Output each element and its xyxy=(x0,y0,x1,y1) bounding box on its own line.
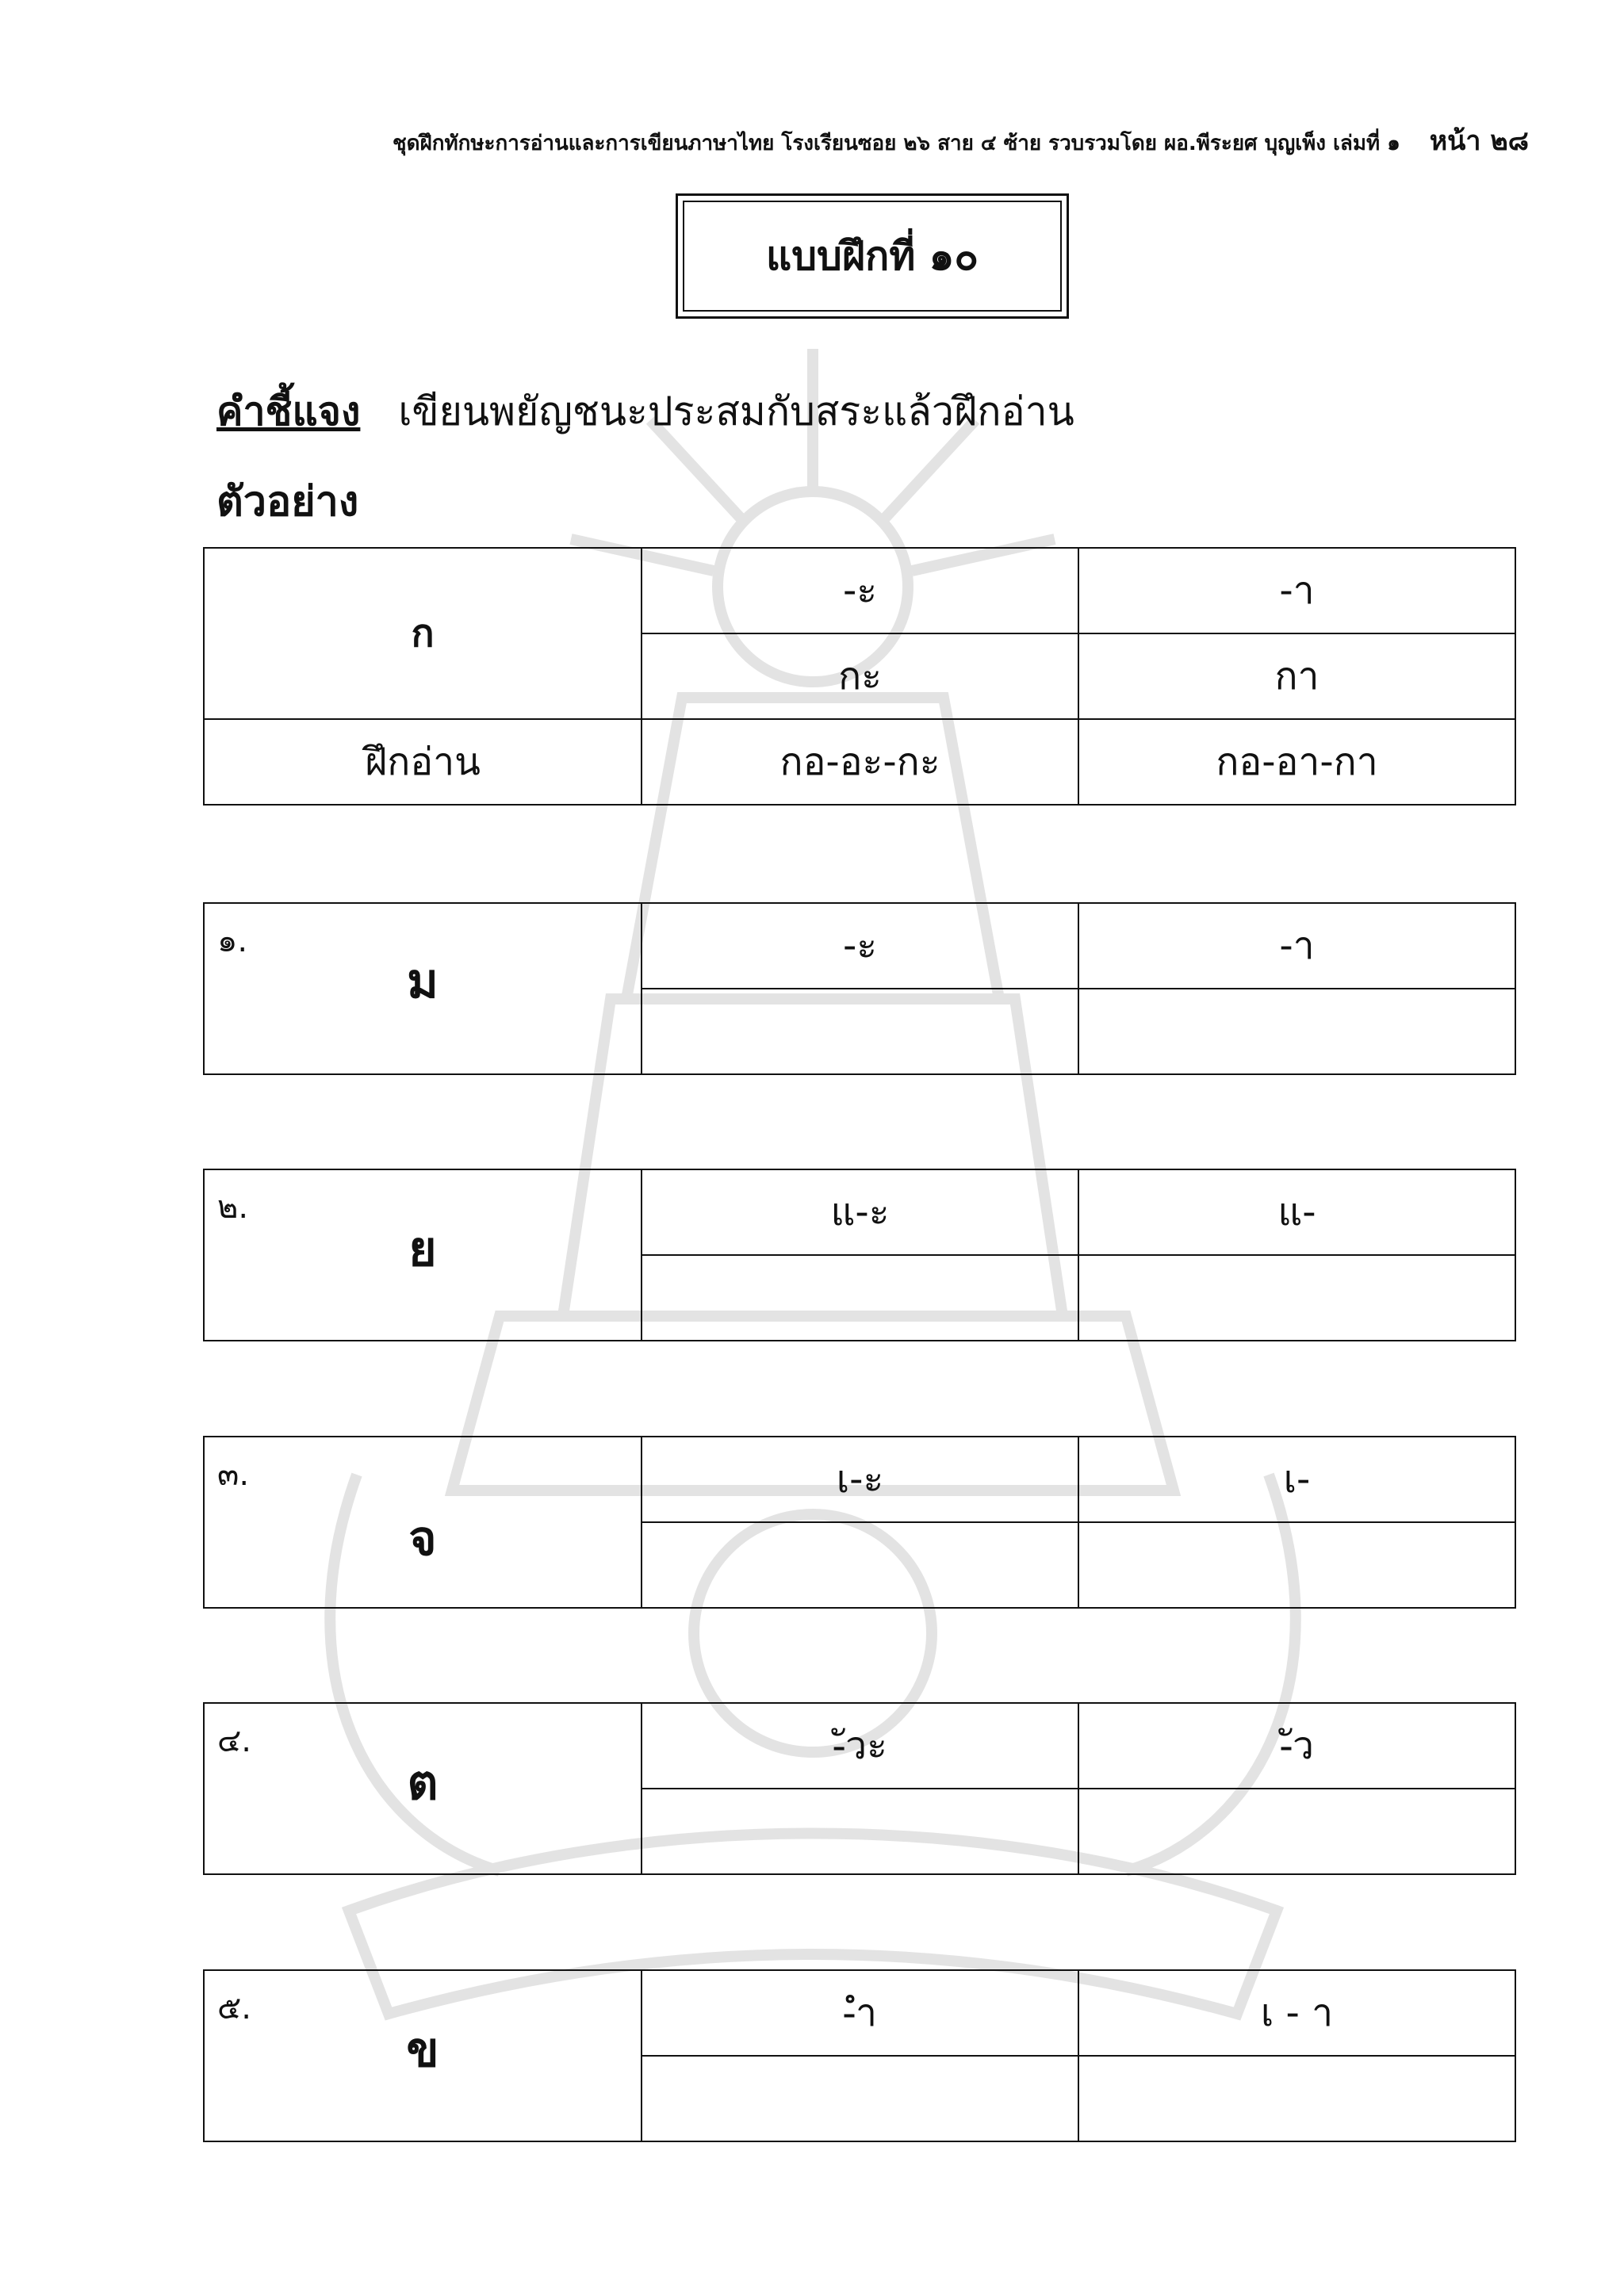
header-text: ชุดฝึกทักษะการอ่านและการเขียนภาษาไทย โรงเรียนซอย ๒๖ สาย ๔ ซ้าย รวบรวมโดย ผอ.พีระยศ บุญเพ็ง เล่มที่ ๑ xyxy=(392,132,1400,155)
exercise-vowel-1: แ-ะ xyxy=(642,1169,1078,1255)
instruction-line xyxy=(216,381,1074,443)
exercise-consonant-cell xyxy=(204,1437,642,1608)
page-header xyxy=(0,119,1529,162)
answer-blank-2[interactable] xyxy=(1078,2056,1515,2141)
page-number: หน้า ๒๘ xyxy=(1429,125,1529,157)
exercise-table-2 xyxy=(203,1169,1516,1341)
answer-blank-1[interactable] xyxy=(642,989,1078,1074)
exercise-title-box xyxy=(676,193,1069,319)
exercise-table-5 xyxy=(203,1969,1516,2142)
answer-blank-2[interactable] xyxy=(1078,1522,1515,1608)
practice-reading-2: กอ-อา-กา xyxy=(1078,719,1515,805)
exercise-table-3 xyxy=(203,1436,1516,1609)
exercise-consonant: ข xyxy=(406,2022,439,2078)
answer-blank-2[interactable] xyxy=(1078,989,1515,1074)
exercise-vowel-1: -ะ xyxy=(642,903,1078,989)
exercise-vowel-1: เ-ะ xyxy=(642,1437,1078,1522)
exercise-title: แบบฝึกที่ ๑๐ xyxy=(683,201,1062,312)
exercise-consonant-cell xyxy=(204,1703,642,1874)
exercise-vowel-2: เ- xyxy=(1078,1437,1515,1522)
exercise-consonant: ม xyxy=(407,954,439,1009)
example-vowel-2: -า xyxy=(1078,548,1515,633)
practice-label: ฝึกอ่าน xyxy=(204,719,642,805)
example-word-1: กะ xyxy=(642,633,1078,719)
instruction-text: เขียนพยัญชนะประสมกับสระแล้วฝึกอ่าน xyxy=(398,388,1074,434)
exercise-consonant-cell xyxy=(204,1169,642,1341)
answer-blank-1[interactable] xyxy=(642,1255,1078,1341)
answer-blank-1[interactable] xyxy=(642,1789,1078,1874)
example-consonant: ก xyxy=(204,548,642,719)
exercise-number: ๓. xyxy=(217,1456,250,1493)
example-word-2: กา xyxy=(1078,633,1515,719)
exercise-vowel-2: -า xyxy=(1078,903,1515,989)
exercise-table-1 xyxy=(203,902,1516,1075)
exercise-consonant: จ xyxy=(408,1511,437,1567)
answer-blank-1[interactable] xyxy=(642,1522,1078,1608)
exercise-vowel-1: -ำ xyxy=(642,1970,1078,2056)
exercise-number: ๕. xyxy=(217,1990,251,2026)
exercise-consonant: ย xyxy=(408,1222,437,1277)
exercise-vowel-1: -ัวะ xyxy=(642,1703,1078,1789)
example-label: ตัวอย่าง xyxy=(216,478,359,526)
answer-blank-2[interactable] xyxy=(1078,1789,1515,1874)
exercise-vowel-2: เ - า xyxy=(1078,1970,1515,2056)
answer-blank-1[interactable] xyxy=(642,2056,1078,2141)
answer-blank-2[interactable] xyxy=(1078,1255,1515,1341)
exercise-consonant-cell xyxy=(204,1970,642,2141)
instruction-label: คำชี้แจง xyxy=(216,388,361,434)
exercise-consonant-cell xyxy=(204,903,642,1074)
example-table xyxy=(203,547,1516,806)
exercise-consonant: ต xyxy=(407,1755,439,1811)
exercise-vowel-2: แ- xyxy=(1078,1169,1515,1255)
exercise-number: ๔. xyxy=(217,1723,251,1759)
exercise-table-4 xyxy=(203,1702,1516,1875)
exercise-vowel-2: -ัว xyxy=(1078,1703,1515,1789)
exercise-number: ๑. xyxy=(217,923,248,959)
example-vowel-1: -ะ xyxy=(642,548,1078,633)
exercise-number: ๒. xyxy=(217,1189,249,1226)
practice-reading-1: กอ-อะ-กะ xyxy=(642,719,1078,805)
